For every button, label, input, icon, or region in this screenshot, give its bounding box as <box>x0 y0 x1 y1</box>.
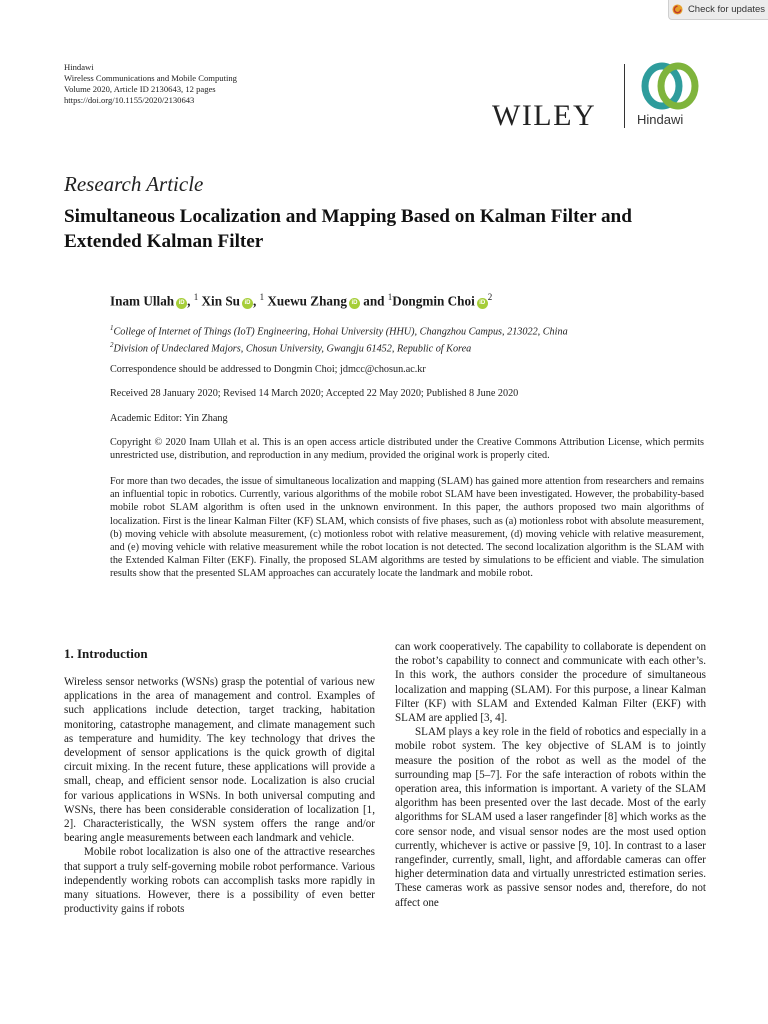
publication-dates: Received 28 January 2020; Revised 14 March 2020; Accepted 22 May 2020; Published 8 June 2020 <box>110 388 519 399</box>
hindawi-wordmark: Hindawi <box>637 112 684 127</box>
wiley-logo: WILEY <box>492 99 597 132</box>
journal-meta <box>64 62 237 106</box>
author-name: Inam Ullah <box>110 293 175 309</box>
author-list: Inam Ullah iD , $^1$ Xin Su iD , $^1$ Xuewu Zhang iD and $^1$Dongmin Choi $iD^2$ <box>110 292 493 309</box>
article-type: Research Article <box>64 172 204 196</box>
copyright-notice: Copyright © 2020 Inam Ullah et al. This is an open access article distributed under the Creative Commons Attribution License, which permits unrestricted use, distribution, and reproduction in any medium, provided the original work is properly cited. <box>110 437 704 462</box>
author-affiliation-mark: 2 <box>487 292 493 302</box>
affiliation-item: $^2$Division of Undeclared Majors, Chosun University, Gwangju 61452, Republic of Korea <box>110 340 472 354</box>
article-title: Simultaneous Localization and Mapping Based on Kalman Filter and Extended Kalman Filter <box>64 206 632 252</box>
check-updates-icon <box>672 4 683 15</box>
affiliation-item: $^1$College of Internet of Things (IoT) Engineering, Hohai University (HHU), Changzhou Campus, 213022, China <box>110 324 568 338</box>
orcid-icon[interactable]: iD <box>242 298 253 309</box>
paragraph: SLAM plays a key role in the field of robotics and especially in a mobile robot system. The key objective of SLAM is to jointly measure the position of the robot as well as the model of the surrounding map [5–7]. For the safe interaction of robots within the operation area, this information is important. A variety of the SLAM algorithm has been presented over the last decade. Most of the early algorithms for SLAM used a laser rangefinder [8] which works as the core sensor node, and visual sensor nodes are the most used option currently, whichever is active or passive [9, 10]. In contrast to a laser rangefinder, currently, small, light, and affordable cameras can offer higher determination data and virtually unrestricted estimation series. These cameras work as passive sensor nodes and, therefore, do not affect one <box>395 726 706 909</box>
volume-line: Volume 2020, Article ID 2130643, 12 pages <box>64 84 216 94</box>
journal-name: Wireless Communications and Mobile Computing <box>64 73 237 83</box>
body-column-left <box>64 646 375 916</box>
author-affiliation-mark: 1 <box>259 292 265 302</box>
author-name: Dongmin Choi <box>392 293 475 309</box>
section-heading: 1. Introduction <box>64 646 148 661</box>
body-column-right <box>395 640 706 910</box>
orcid-icon[interactable]: iD <box>477 298 488 309</box>
check-for-updates-badge[interactable] <box>668 0 768 20</box>
correspondence: Correspondence should be addressed to Dongmin Choi; jdmcc@chosun.ac.kr <box>110 364 426 375</box>
hindawi-logo-icon <box>638 62 702 112</box>
orcid-icon[interactable]: iD <box>176 298 187 309</box>
logo-divider <box>624 64 625 128</box>
abstract: For more than two decades, the issue of simultaneous localization and mapping (SLAM) has gained more attention from researchers and remains an influential topic in robotics. Currently, various algorithms of the mobile robot SLAM have been investigated. However, the probability-based mobile robot SLAM algorithm is often used in the unknown environment. In this paper, the authors proposed two main algorithms of localization. First is the linear Kalman Filter (KF) SLAM, which consists of five phases, such as (a) motionless robot with absolute measurement, (b) moving vehicle with absolute measurement, (c) motionless robot with relative measurement, (d) moving vehicle with relative measurement, and (e) moving vehicle with relative measurement while the robot location is not detected. The second localization algorithm is the SLAM with the Extended Kalman Filter (EKF). Finally, the proposed SLAM algorithms are tested by simulations to be efficient and viable. The simulation results show that the presented SLAM approaches can accurately locate the landmark and mobile robot. <box>110 476 704 580</box>
author-affiliation-mark: 1 <box>387 292 393 302</box>
paragraph: can work cooperatively. The capability to collaborate is dependent on the robot’s capability to connect and communicate with each other’s. In this work, the authors consider the procedure of simultaneous localization and mapping (SLAM). For this purpose, a linear Kalman Filter (KF) with SLAM and Extended Kalman Filter (EKF) with SLAM are applied [3, 4]. <box>395 641 706 725</box>
paragraph: Wireless sensor networks (WSNs) grasp the potential of various new applications in the area of management and control. Examples of such applications include detection, target tracking, habitation monitoring, catastrophe management, and climate management such as temperature and humidity. The key technology that drives the development of sensor applications is the quick growth of digital circuit mixing. In the recent future, these applications will provide a small, cheap, and efficient sensor node. Localization is also crucial for various applications in WSNs. In both universal computing and WSNs, there has been considerable consideration of localization [1, 2]. Characteristically, the WSN system offers the range and/or bearing angle measurements between each landmark and vehicle. <box>64 676 375 845</box>
check-for-updates-label: Check for updates <box>687 4 766 15</box>
paragraph: Mobile robot localization is also one of the attractive researches that support a truly self-governing mobile robot performance. Various independently working robots can accomplish tasks more rapidly in many situations. However, there is a possibility of even better productivity gains if robots <box>64 846 375 916</box>
author-name: Xin Su <box>201 293 241 309</box>
doi-link[interactable]: https://doi.org/10.1155/2020/2130643 <box>64 95 195 105</box>
affiliations <box>110 322 568 355</box>
author-name: Xuewu Zhang <box>267 293 347 309</box>
publisher-line: Hindawi <box>64 62 94 72</box>
author-affiliation-mark: 1 <box>193 292 199 302</box>
orcid-icon[interactable]: iD <box>349 298 360 309</box>
academic-editor: Academic Editor: Yin Zhang <box>110 413 228 424</box>
